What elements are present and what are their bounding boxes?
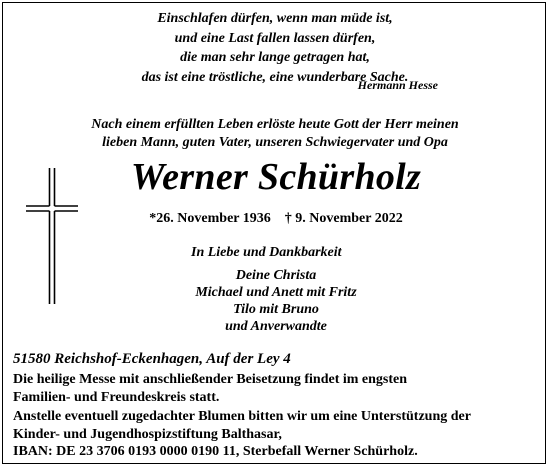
- notice-line: Die heilige Messe mit anschließender Beisetzung findet im engsten: [13, 372, 408, 387]
- intro-line: Nach einem erfüllten Leben erlöste heute Gott der Herr meinen: [91, 117, 459, 132]
- poem-line: und eine Last fallen lassen dürfen,: [174, 30, 376, 46]
- mourners-heading: In Liebe und Dankbarkeit: [191, 245, 342, 260]
- poem-line: Einschlafen dürfen, wenn man müde ist,: [157, 11, 393, 26]
- intro-text: [0, 116, 550, 152]
- life-dates: [52, 210, 500, 228]
- notice-line: Kinder- und Jugendhospizstiftung Balthasar,: [13, 426, 282, 442]
- mourner-line: und Anverwandte: [225, 319, 327, 334]
- deceased-name: Werner Schürholz: [130, 156, 422, 198]
- donation-notice: [13, 408, 543, 461]
- poem: [0, 9, 550, 87]
- poem-line: die man sehr lange getragen hat,: [180, 50, 370, 65]
- family-address: 51580 Reichshof-Eckenhagen, Auf der Ley 4: [13, 351, 291, 367]
- mourners-list: [136, 267, 416, 335]
- mass-notice: [13, 371, 543, 406]
- notice-line: Familien- und Freundeskreis statt.: [13, 389, 220, 405]
- poem-author: Hermann Hesse: [357, 78, 438, 92]
- mourner-line: Deine Christa: [235, 268, 317, 283]
- poem-line: das ist eine tröstliche, eine wunderbare Sache.: [141, 69, 409, 85]
- death-date: † 9. November 2022: [284, 211, 403, 226]
- mourner-line: Michael und Anett mit Fritz: [195, 285, 357, 300]
- mourner-line: Tilo mit Bruno: [233, 302, 319, 317]
- intro-line: lieben Mann, guten Vater, unseren Schwiegervater und Opa: [102, 135, 448, 150]
- birth-date: *26. November 1936: [149, 211, 271, 226]
- notice-line: IBAN: DE 23 3706 0193 0000 0190 11, Sterbefall Werner Schürholz.: [13, 444, 418, 459]
- notice-line: Anstelle eventuell zugedachter Blumen bitten wir um eine Unterstützung der: [13, 409, 471, 424]
